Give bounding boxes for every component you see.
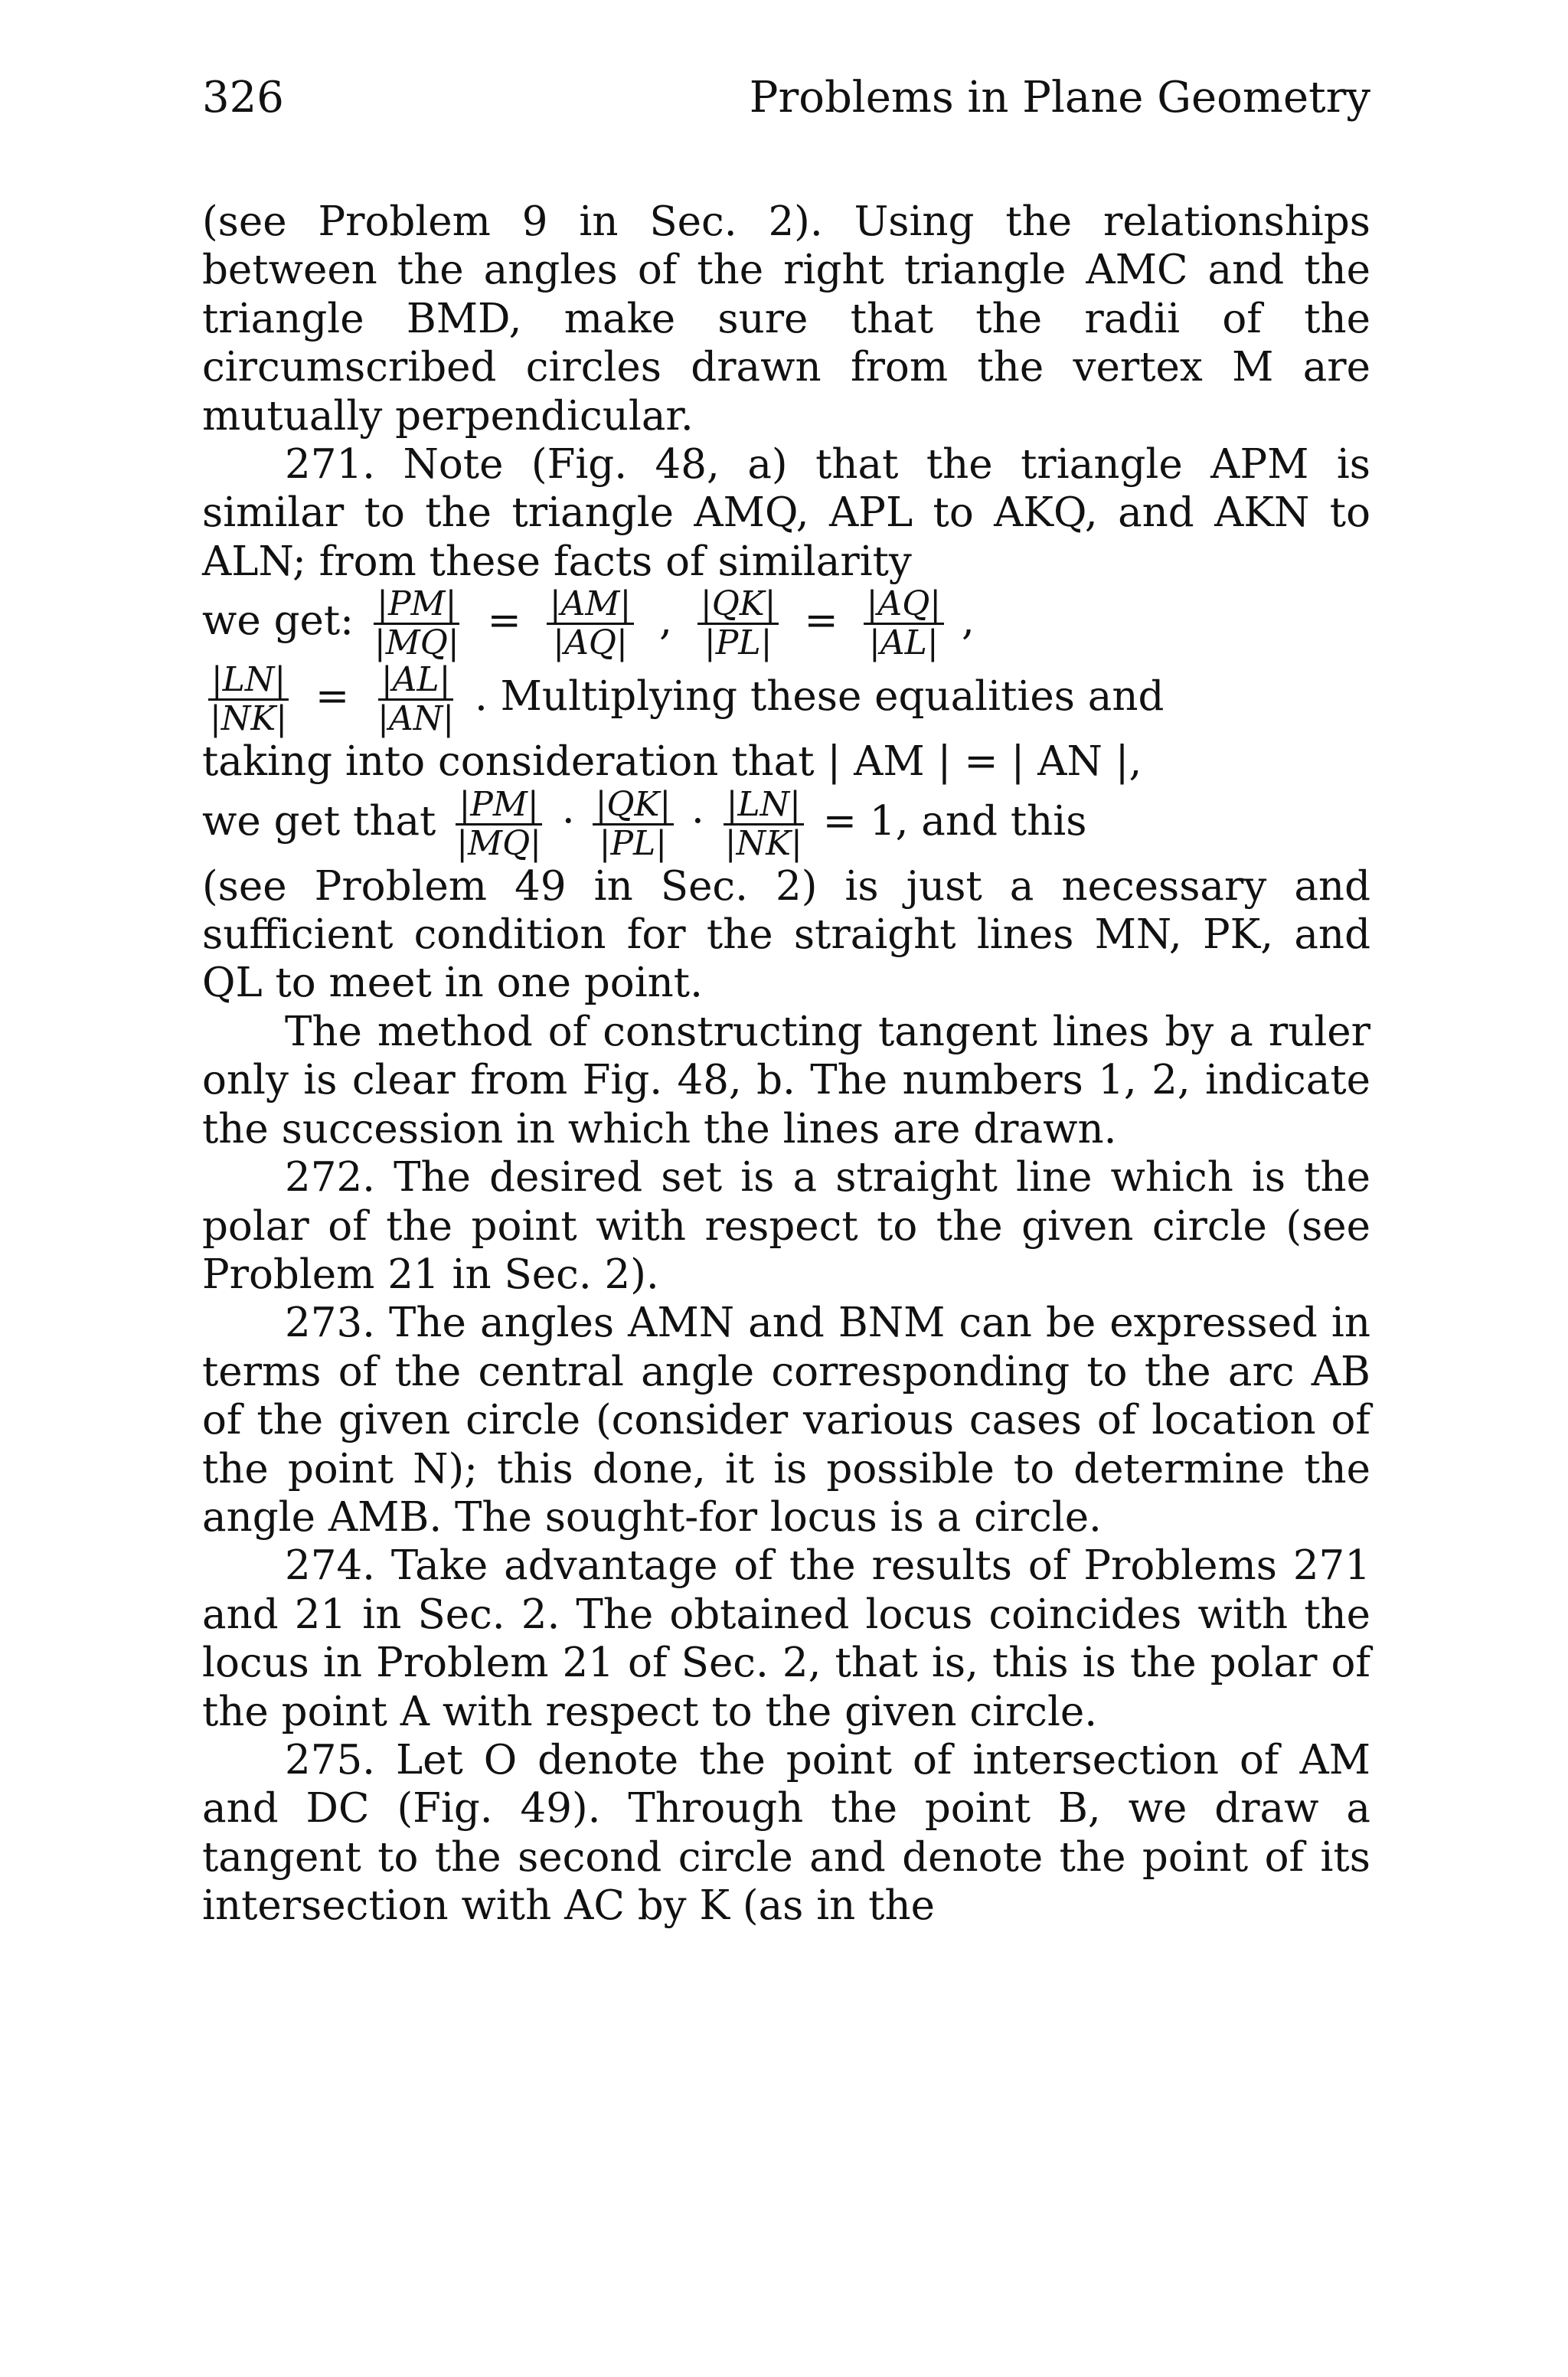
fraction-qk-pl: $\frac{|QK|}{|PL|}$ (697, 586, 779, 662)
page-body (202, 198, 1370, 1931)
equation-product: we get that $\frac{|PM|}{|MQ|}$ · $\frac{|QK|}{|PL|}$ · $\frac{|LN|}{|NK|}$ = 1, and this (202, 784, 1087, 863)
paragraph-tangent-method: The method of constructing tangent lines by a ruler only is clear from Fig. 48, b. The numbers 1, 2, indicate the succession in which the lines are drawn. (202, 1008, 1370, 1153)
page-number: 326 (202, 73, 284, 123)
fraction-ln-nk: $\frac{|LN|}{|NK|}$ (207, 662, 290, 737)
equation-ratios-2: $\frac{|LN|}{|NK|}$ = $\frac{|AL|}{|AN|}$ . Multiplying these equalities and (202, 662, 1370, 737)
paragraph-271-intro: 271. Note (Fig. 48, a) that the triangle APM is similar to the triangle AMQ, APL to AKQ, and AKN to ALN; from these facts of similarity (202, 441, 1370, 585)
multiplying-text: . Multiplying these equalities and (474, 673, 1165, 721)
fraction-aq-al: $\frac{|AQ|}{|AL|}$ (864, 586, 945, 662)
fraction-al-an: $\frac{|AL|}{|AN|}$ (377, 660, 455, 739)
paragraph-272: 272. The desired set is a straight line which is the polar of the point with respect to the given circle (see Problem 21 in Sec. 2). (202, 1154, 1370, 1298)
fraction-pm-mq-product: $\frac{|PM|}{|MQ|}$ (456, 784, 541, 863)
we-get-that-label: we get that (202, 797, 436, 845)
paragraph-271-end: (see Problem 49 in Sec. 2) is just a necessary and sufficient condition for the straight lines MN, PK, and QL to meet in one point. (202, 862, 1370, 1007)
fraction-qk-pl-product: $\frac{|QK|}{|PL|}$ (593, 786, 675, 862)
paragraph-273: 273. The angles AMN and BNM can be expressed in terms of the central angle corresponding to the arc AB of the given circle (consider various cases of location of the point N); this done, it is possible to determine the angle AMB. The sought-for locus is a circle. (202, 1300, 1370, 1541)
fraction-am-aq: $\frac{|AM|}{|AQ|}$ (547, 586, 634, 662)
running-title: Problems in Plane Geometry (749, 73, 1370, 123)
paragraph-continuation: (see Problem 9 in Sec. 2). Using the relationships between the angles of the right triangle AMC and the triangle BMD, make sure that the radii of the circumscribed circles drawn from the vertex M are mutually perpendicular. (202, 198, 1370, 440)
paragraph-274: 274. Take advantage of the results of Problems 271 and 21 in Sec. 2. The obtained locus coincides with the locus in Problem 21 of Sec. 2, that is, this is the polar of the point A with respect to the given circle. (202, 1542, 1370, 1735)
taking-consideration-line: taking into consideration that | AM | = | AN |, (202, 738, 1142, 786)
fraction-pm-mq: $\frac{|PM|}{|MQ|}$ (374, 584, 459, 663)
equation-ratios-1: we get: $\frac{|PM|}{|MQ|}$ = $\frac{|AM|}{|AQ|}$ , $\frac{|QK|}{|PL|}$ = $\frac{|AQ|}{|AL|}$ , (202, 584, 975, 663)
fraction-ln-nk-product: $\frac{|LN|}{|NK|}$ (722, 786, 805, 862)
paragraph-275: 275. Let O denote the point of intersection of AM and DC (Fig. 49). Through the point B, we draw a tangent to the second circle and denote the point of its intersection with AC by K (as in the (202, 1736, 1370, 1930)
and-this-text: = 1, and this (822, 797, 1087, 845)
page-header (202, 73, 1370, 123)
we-get-label: we get: (202, 597, 354, 645)
